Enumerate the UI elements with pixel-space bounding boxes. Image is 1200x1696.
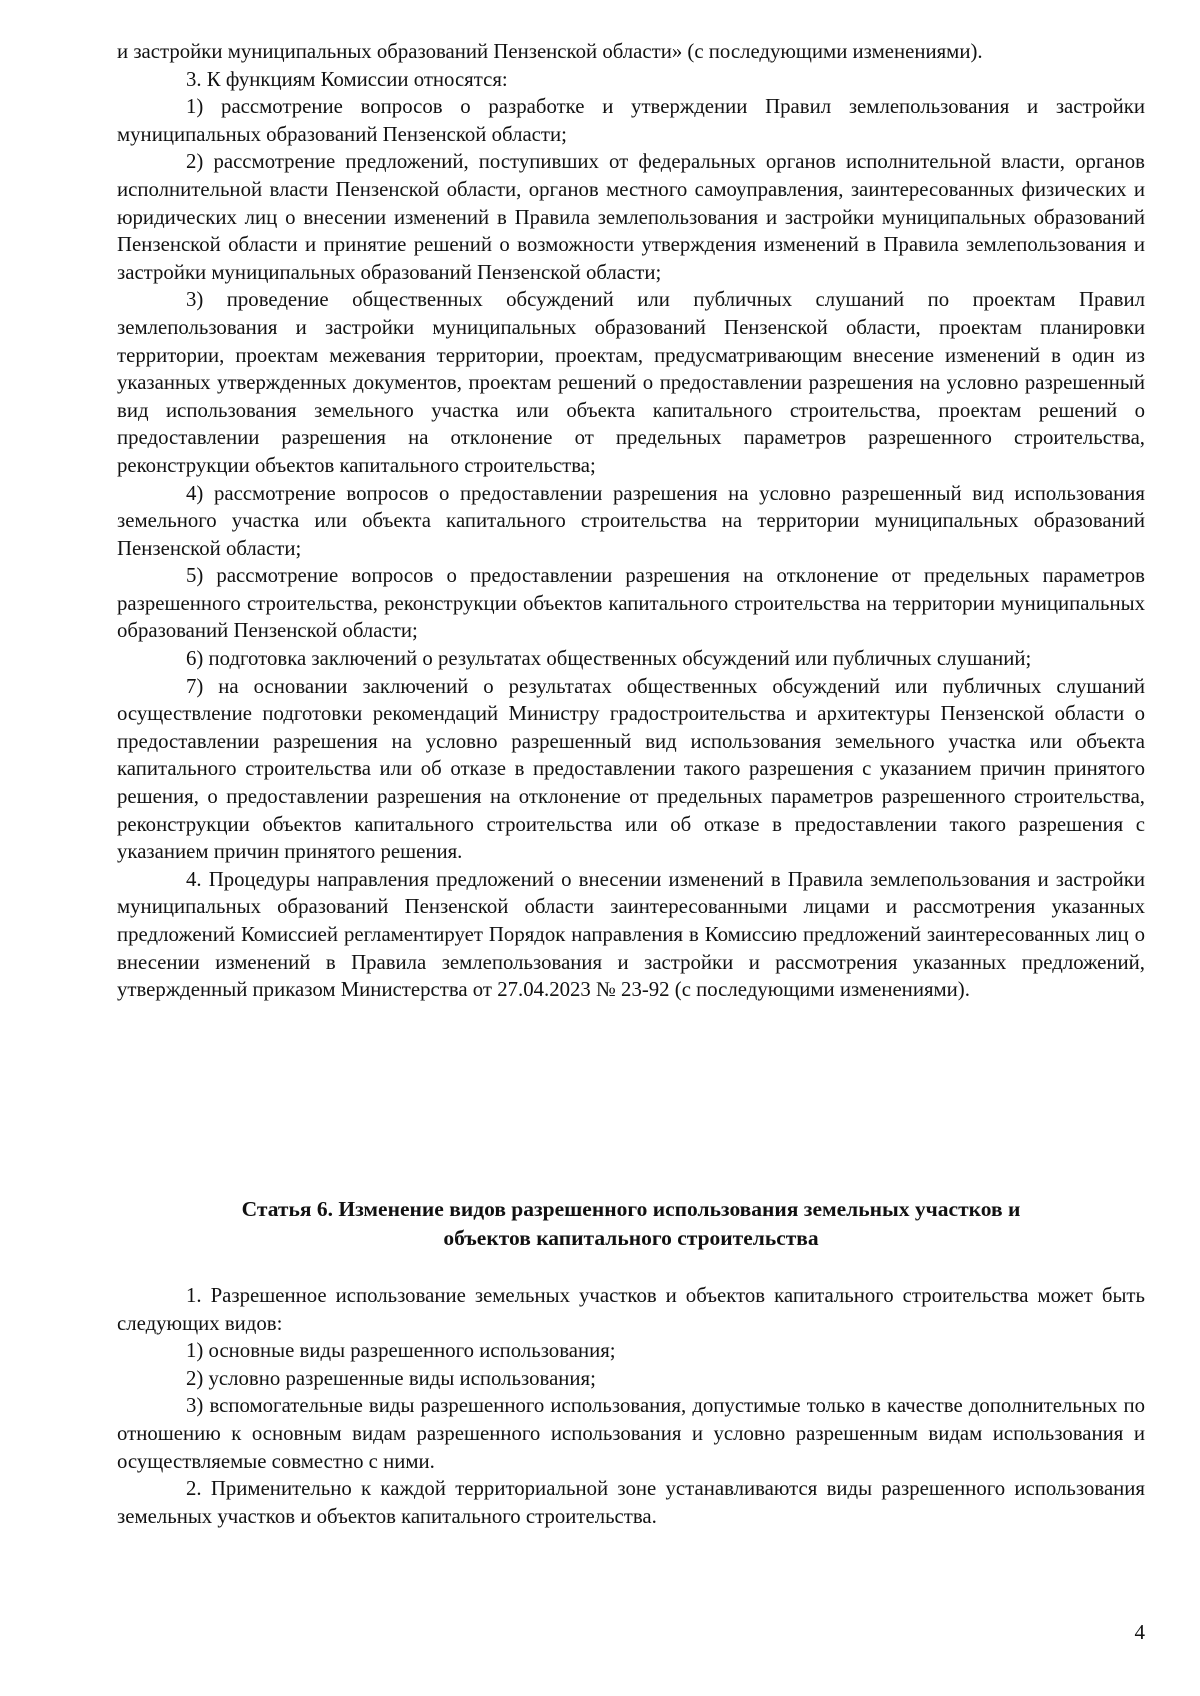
- paragraph-continuation: и застройки муниципальных образований Пензенской области» (с последующими изменениями).: [117, 40, 983, 63]
- list-item-2: 2) рассмотрение предложений, поступивших от федеральных органов исполнительной власти, органов исполнительной власти Пензенской области, органов местного самоуправления, заинтересованных физических и юридических лиц о внесении изменений в Правила землепользования и застройки муниципальных образований Пензенской области и принятие решений о возможности утверждения изменений в Правила землепользования и застройки муниципальных образований Пензенской области;: [117, 150, 1145, 284]
- article-heading: [117, 1195, 1145, 1253]
- list-item-5: 5) рассмотрение вопросов о предоставлении разрешения на отклонение от предельных параметров разрешенного строительства, реконструкции объектов капитального строительства на территории муниципальных образований Пензенской области;: [117, 564, 1145, 643]
- article-paragraph-2: 2. Применительно к каждой территориальной зоне устанавливаются виды разрешенного использования земельных участков и объектов капитального строительства.: [117, 1477, 1145, 1528]
- page-number: 4: [1134, 1620, 1145, 1644]
- article-body: [117, 1282, 1145, 1530]
- article-paragraph-1: 1. Разрешенное использование земельных участков и объектов капитального строительства может быть следующих видов:: [117, 1284, 1145, 1335]
- list-item-7: 7) на основании заключений о результатах общественных обсуждений или публичных слушаний осуществление подготовки рекомендаций Министру градостроительства и архитектуры Пензенской области о предоставлении разрешения на условно разрешенный вид использования земельного участка или объекта капитального строительства или об отказе в предоставлении такого разрешения с указанием причин принятого решения, о предоставлении разрешения на отклонение от предельных параметров разрешенного строительства, реконструкции объектов капитального строительства или об отказе в предоставлении такого разрешения с указанием причин принятого решения.: [117, 674, 1145, 864]
- article-heading-line-1: Статья 6. Изменение видов разрешенного использования земельных участков и: [241, 1197, 1021, 1221]
- article-list-item-2: 2) условно разрешенные виды использования;: [186, 1366, 596, 1390]
- list-item-6: 6) подготовка заключений о результатах общественных обсуждений или публичных слушаний;: [186, 647, 1032, 671]
- list-item-1: 1) рассмотрение вопросов о разработке и утверждении Правил землепользования и застройки муниципальных образований Пензенской области;: [117, 95, 1145, 146]
- paragraph-section-4: 4. Процедуры направления предложений о внесении изменений в Правила землепользования и застройки муниципальных образований Пензенской области заинтересованными лицами и рассмотрения указанных предложений Комиссией регламентирует Порядок направления в Комиссию предложений заинтересованных лиц о внесении изменений в Правила землепользования и застройки и рассмотрения указанных предложений, утвержденный приказом Министерства от 27.04.2023 № 23-92 (с последующими изменениями).: [117, 867, 1145, 1002]
- article-list-item-1: 1) основные виды разрешенного использования;: [186, 1339, 616, 1363]
- article-heading-line-2: объектов капитального строительства: [443, 1226, 819, 1250]
- article-list-item-3: 3) вспомогательные виды разрешенного использования, допустимые только в качестве дополнительных по отношению к основным видам разрешенного использования и условно разрешенным видам использования и осуществляемые совместно с ними.: [117, 1394, 1145, 1473]
- paragraph-section-3: 3. К функциям Комиссии относятся:: [186, 67, 508, 91]
- document-body: [117, 38, 1145, 1004]
- list-item-4: 4) рассмотрение вопросов о предоставлении разрешения на условно разрешенный вид использования земельного участка или объекта капитального строительства на территории муниципальных образований Пензенской области;: [117, 481, 1145, 560]
- list-item-3: 3) проведение общественных обсуждений или публичных слушаний по проектам Правил землепользования и застройки муниципальных образований Пензенской области, проектам планировки территории, проектам межевания территории, проектам, предусматривающим внесение изменений в один из указанных утвержденных документов, проектам решений о предоставлении разрешения на условно разрешенный вид использования земельного участка или объекта капитального строительства, проектам решений о предоставлении разрешения на отклонение от предельных параметров разрешенного строительства, реконструкции объектов капитального строительства;: [117, 288, 1145, 477]
